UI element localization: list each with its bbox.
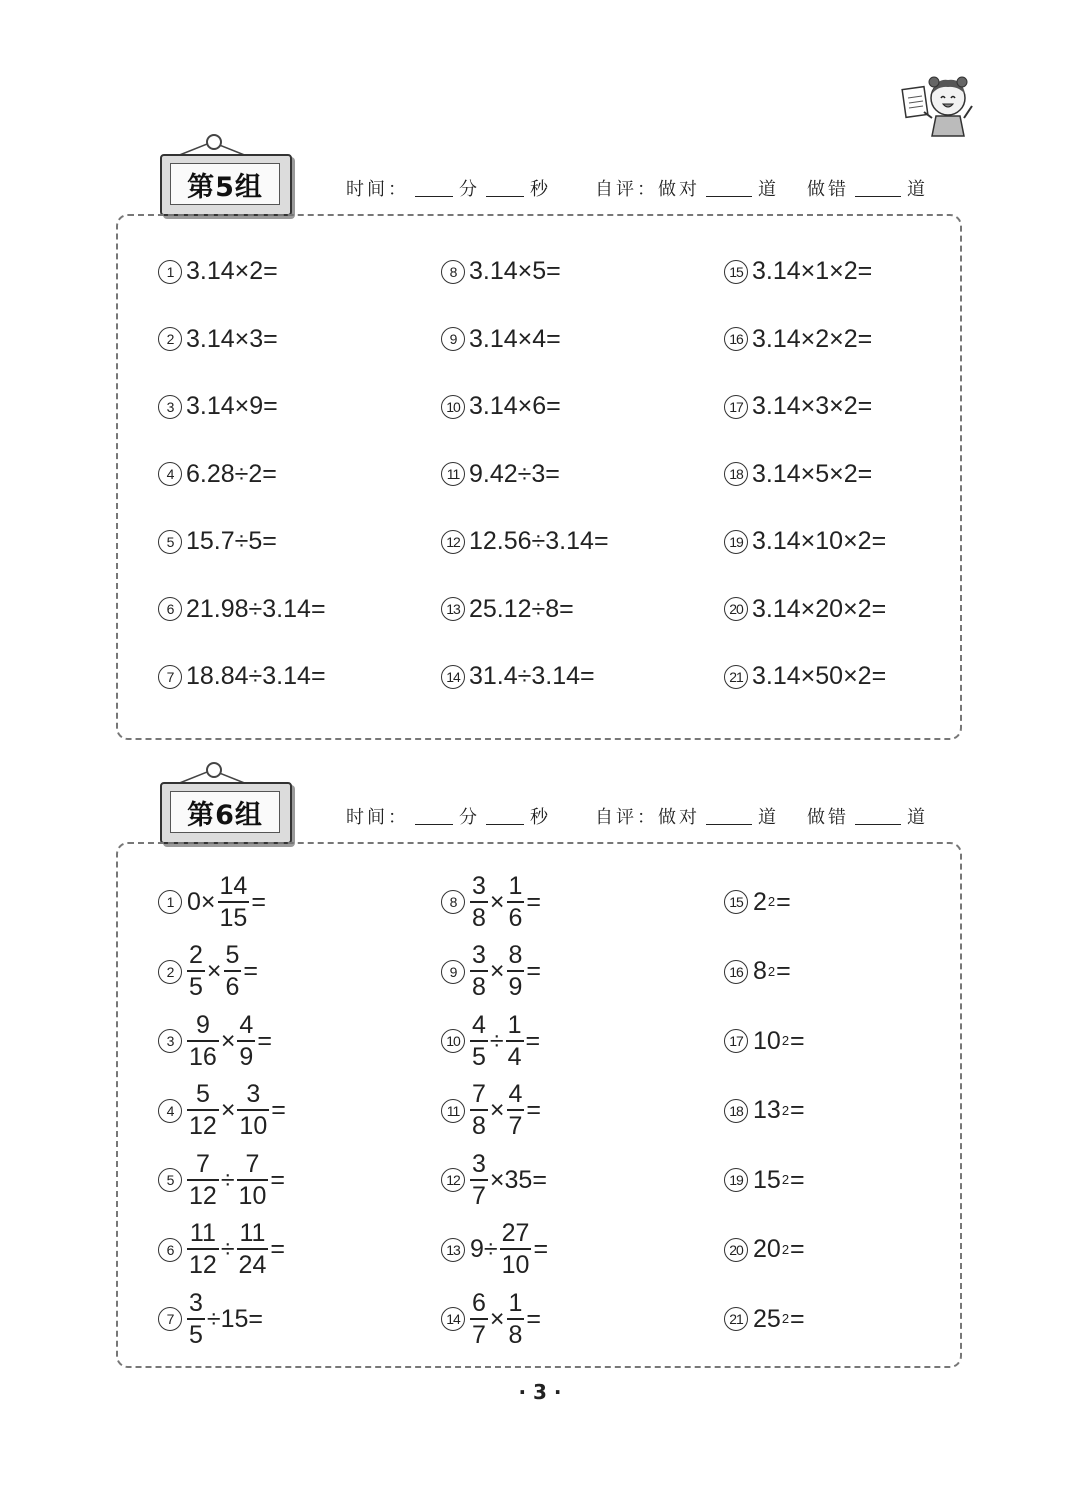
expression-text: = [526,1304,542,1333]
expression-text: 10 [753,1026,781,1055]
expression-text: × [206,957,222,985]
denominator: 10 [237,1109,269,1139]
problem-item [158,1219,286,1279]
fraction [500,1221,532,1278]
numerator: 27 [501,1219,530,1247]
denominator: 8 [470,970,488,1000]
wrong-count-blank[interactable] [855,824,901,825]
denominator: 4 [506,1040,524,1070]
problem-item [158,527,277,556]
expression-text: 8 [753,957,767,985]
problem-number: 7 [158,665,182,689]
problem-number: 3 [158,1029,182,1053]
correct-count-blank[interactable] [706,196,752,197]
numerator: 1 [508,871,523,900]
problem-item [441,527,609,556]
problem-number: 15 [724,890,748,914]
fraction [470,943,488,1000]
denominator: 12 [187,1248,219,1278]
fraction [224,943,242,1000]
denominator: 8 [470,1109,488,1139]
fraction [470,1010,488,1071]
numerator: 3 [472,941,486,969]
problem-item [158,1080,287,1140]
problem-number: 4 [158,462,182,486]
expression-text: = [776,957,791,985]
fraction [506,1010,524,1071]
numerator: 7 [245,1149,260,1178]
problem-text: 3.14×2= [186,257,278,285]
denominator: 10 [237,1179,269,1209]
expression-text: = [790,1165,805,1194]
problem-text: 3.14×10×2= [752,527,887,555]
denominator: 9 [237,1040,255,1070]
numerator: 1 [507,1010,522,1039]
problem-item [724,257,872,286]
problem-item [441,871,542,932]
numerator: 3 [472,1149,486,1178]
group5-title-sign [158,140,296,216]
problem-number: 16 [724,327,748,351]
denominator: 15 [218,901,250,931]
problem-item [441,325,561,354]
fraction [237,1221,269,1278]
fraction [470,1082,488,1139]
problem-text: 9.42÷3= [469,459,560,488]
problem-text: 3.14×4= [469,324,561,353]
expression-text: = [790,1096,805,1124]
problem-number: 9 [441,327,465,351]
numerator: 5 [225,941,240,969]
problem-item [158,1010,273,1071]
numerator: 3 [472,871,486,900]
numerator: 2 [189,941,203,969]
problem-number: 3 [158,395,182,419]
fraction [507,1288,525,1349]
problem-text: 12.56÷3.14= [469,527,609,555]
expression-text: × [489,1304,505,1333]
problem-item: 15 2 2 = [724,874,792,930]
problem-number: 14 [441,1307,465,1331]
problem-item [158,662,326,691]
problem-number: 6 [158,1238,182,1262]
problem-item [158,1149,286,1210]
expression-text: × [220,1096,236,1124]
group6-title-sign [158,768,296,844]
problem-item [441,595,574,624]
expression-text: = [257,1026,272,1055]
expression-text: 9÷ [470,1235,498,1263]
problem-number: 10 [441,1029,465,1053]
expression-text: ÷ [489,1026,504,1055]
expression-text: = [776,887,791,916]
problem-number: 20 [724,1238,748,1262]
expression-text: = [270,1165,285,1194]
numerator: 1 [508,1288,523,1317]
problem-item [441,392,561,421]
numerator: 4 [508,1080,523,1108]
denominator: 5 [187,970,205,1000]
problem-item [441,662,595,691]
fraction [187,1082,219,1139]
problem-item [158,941,259,1001]
fraction [507,871,525,932]
expression-text: = [271,1096,286,1124]
problem-text: 6.28÷2= [186,459,277,488]
problem-text: 3.14×1×2= [752,257,873,285]
second-blank[interactable] [486,824,524,825]
problem-text: 21.98÷3.14= [186,594,326,623]
problem-number: 8 [441,260,465,284]
problem-item [724,527,886,556]
numerator: 4 [472,1010,486,1039]
denominator: 8 [470,901,488,931]
group6-title: 第6组 [170,791,280,833]
expression-text: = [525,1026,541,1055]
expression-text: = [790,1304,805,1333]
group6-score-line: 时间： 分 秒 自评：做对 道 做错 道 [346,807,928,828]
numerator: 4 [239,1010,254,1039]
fraction [218,871,250,932]
problem-number: 9 [441,960,465,984]
expression-text: ÷ [220,1165,235,1194]
problem-item [724,392,872,421]
fraction [187,1221,219,1278]
girl-mascot-icon [898,70,978,140]
problem-text: 3.14×3×2= [752,392,873,420]
problem-item [158,595,326,624]
fraction [187,1149,219,1210]
expression-text: 15 [753,1165,781,1194]
expression-text: × [489,957,505,985]
problem-text: 3.14×5= [469,257,561,285]
numerator: 5 [195,1080,210,1108]
expression-text: = [790,1235,805,1263]
problem-text: 18.84÷3.14= [186,662,326,690]
problem-item [724,595,886,624]
problem-number: 2 [158,327,182,351]
group5-score-line: 时间： 分 秒 自评：做对 道 做错 道 [346,179,928,200]
expression-text: ×35= [489,1165,547,1194]
problem-item [158,1288,264,1349]
problem-item [441,1149,548,1210]
problem-number: 10 [441,395,465,419]
page-number: · 3 · [518,1380,562,1404]
fraction [187,943,205,1000]
problem-number: 13 [441,597,465,621]
problem-number: 20 [724,597,748,621]
problem-number: 8 [441,890,465,914]
problem-number: 1 [158,890,182,914]
problem-number: 21 [724,1307,748,1331]
problem-number: 2 [158,960,182,984]
expression-text: = [243,957,259,985]
expression-text: = [526,957,542,985]
problem-item [158,325,278,354]
fraction [507,943,525,1000]
expression-text: × [489,1096,505,1124]
expression-text: × [489,887,505,916]
problem-number: 15 [724,260,748,284]
problem-number: 5 [158,530,182,554]
numerator: 7 [195,1149,210,1178]
expression-text: = [270,1235,285,1263]
problem-item [158,460,277,489]
problem-item: 20 20 2 = [724,1222,806,1278]
wrong-count-blank[interactable] [855,196,901,197]
denominator: 16 [187,1040,219,1070]
denominator: 9 [507,970,525,1000]
correct-count-blank[interactable] [706,824,752,825]
denominator: 8 [507,1318,525,1348]
problem-number: 18 [724,462,748,486]
problem-text: 3.14×5×2= [752,459,873,488]
problem-number: 12 [441,530,465,554]
problem-item: 17 10 2 = [724,1013,806,1069]
numerator: 3 [246,1080,261,1108]
expression-text: = [533,1235,549,1263]
problem-item [724,325,872,354]
fraction [237,1082,269,1139]
problem-number: 7 [158,1307,182,1331]
fraction [507,1082,525,1139]
problem-number: 16 [724,960,748,984]
problem-number: 17 [724,1029,748,1053]
problem-number: 5 [158,1168,182,1192]
expression-text: = [526,887,542,916]
expression-text: = [251,887,266,916]
expression-text: × [220,1026,236,1055]
expression-text: 25 [753,1304,781,1333]
problem-item [441,460,560,489]
denominator: 24 [237,1248,269,1278]
problem-text: 3.14×6= [469,392,561,420]
expression-text: ÷15= [206,1304,264,1333]
problem-item [724,662,886,691]
denominator: 10 [500,1248,532,1278]
expression-text: 0× [187,887,216,916]
problem-number: 18 [724,1099,748,1123]
problem-number: 21 [724,665,748,689]
fraction [470,871,488,932]
problem-number: 19 [724,530,748,554]
expression-text: 20 [753,1235,781,1263]
problem-text: 3.14×3= [186,324,278,353]
problem-number: 12 [441,1168,465,1192]
problem-text: 31.4÷3.14= [469,662,595,690]
fraction [237,1149,269,1210]
problem-item: 18 13 2 = [724,1083,806,1139]
denominator: 7 [507,1109,525,1139]
problem-item [441,1080,542,1140]
minute-blank[interactable] [415,824,453,825]
problem-item [441,1010,541,1071]
numerator: 7 [472,1080,486,1108]
problem-number: 4 [158,1099,182,1123]
problem-item: 21 25 2 = [724,1291,806,1347]
problem-number: 1 [158,260,182,284]
expression-text: 13 [753,1096,781,1124]
problem-item [441,1219,549,1279]
problem-number: 13 [441,1238,465,1262]
problem-number: 19 [724,1168,748,1192]
expression-text: = [790,1026,805,1055]
fraction [237,1010,255,1071]
numerator: 11 [239,1219,266,1247]
problem-text: 15.7÷5= [186,527,277,555]
expression-text: = [526,1096,542,1124]
second-blank[interactable] [486,196,524,197]
fraction [470,1149,488,1210]
problem-number: 17 [724,395,748,419]
denominator: 12 [187,1109,219,1139]
expression-text: ÷ [220,1235,235,1263]
problem-number: 6 [158,597,182,621]
problem-item [441,1288,542,1349]
problem-number: 14 [441,665,465,689]
numerator: 11 [189,1219,216,1247]
denominator: 12 [187,1179,219,1209]
numerator: 8 [508,941,523,969]
denominator: 7 [470,1318,488,1348]
problem-item [724,460,872,489]
problem-item [158,871,267,932]
problem-text: 3.14×2×2= [752,324,873,353]
problem-text: 3.14×9= [186,392,278,420]
numerator: 9 [195,1010,210,1039]
denominator: 5 [187,1318,205,1348]
denominator: 6 [224,970,242,1000]
denominator: 5 [470,1040,488,1070]
expression-text: 2 [753,887,767,916]
problem-text: 3.14×50×2= [752,662,887,690]
problem-item: 16 8 2 = [724,944,792,1000]
problem-item [441,257,561,286]
group5-title: 第5组 [170,163,280,205]
problem-item [158,392,278,421]
problem-text: 25.12÷8= [469,594,574,623]
denominator: 7 [470,1179,488,1209]
fraction [187,1288,205,1349]
problem-text: 3.14×20×2= [752,594,887,623]
problem-number: 11 [441,462,465,486]
minute-blank[interactable] [415,196,453,197]
numerator: 6 [472,1288,486,1317]
fraction [470,1288,488,1349]
problem-item: 19 15 2 = [724,1152,806,1208]
numerator: 14 [219,871,248,900]
numerator: 3 [189,1288,203,1317]
problem-item [158,257,278,286]
problem-number: 11 [441,1099,465,1123]
problem-item [441,941,542,1001]
denominator: 6 [507,901,525,931]
fraction [187,1010,219,1071]
